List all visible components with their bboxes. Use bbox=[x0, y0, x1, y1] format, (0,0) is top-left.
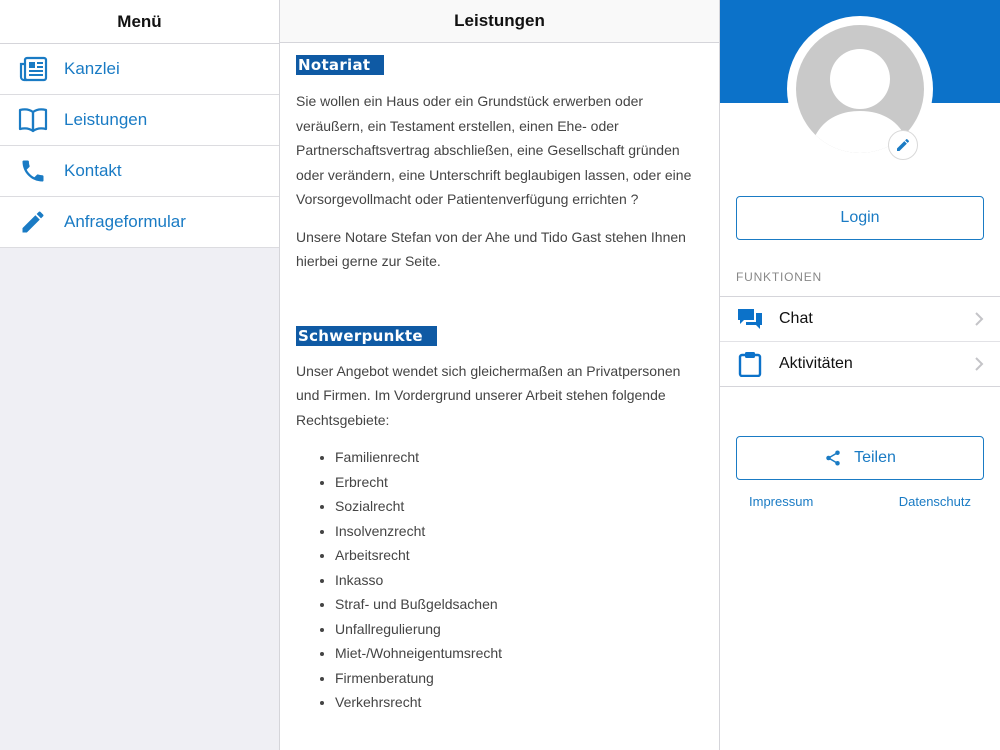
menu-item-kanzlei[interactable] bbox=[0, 44, 279, 95]
share-button-label: Teilen bbox=[854, 449, 896, 466]
phone-icon bbox=[17, 155, 49, 187]
content-body bbox=[280, 43, 719, 715]
list-item: • Inkasso bbox=[335, 568, 703, 593]
page-title: Leistungen bbox=[280, 0, 719, 43]
menu-item-kontakt[interactable] bbox=[0, 146, 279, 197]
clipboard-icon bbox=[736, 351, 764, 377]
notariat-paragraph-1: Sie wollen ein Haus oder ein Grundstück erwerben oder veräußern, ein Testament erstellen, einen Ehe- oder Partnerschaftsvertrag abschließen, eine Gesellschaft gründen oder verändern, eine Unterschrift beglaubigen lassen, oder eine Vorsorgevollmacht oder Patientenverfügung errichten ? bbox=[296, 93, 692, 207]
rechtsgebiete-list bbox=[296, 445, 703, 715]
menu-item-label: Kontakt bbox=[64, 161, 122, 180]
chat-icon bbox=[736, 307, 764, 331]
sidebar-menu bbox=[0, 0, 280, 750]
menu-item-anfrageformular[interactable] bbox=[0, 197, 279, 248]
login-button[interactable] bbox=[736, 196, 984, 240]
pencil-icon bbox=[17, 206, 49, 238]
impressum-link[interactable]: Impressum bbox=[749, 494, 814, 509]
list-item: • Miet-/Wohneigentumsrecht bbox=[335, 641, 703, 666]
list-item: • Erbrecht bbox=[335, 470, 703, 495]
menu-list bbox=[0, 44, 279, 248]
section-heading-notariat: Notariat bbox=[296, 55, 384, 75]
notariat-paragraph-2: Unsere Notare Stefan von der Ahe und Tido Gast stehen Ihnen hierbei gerne zur Seite. bbox=[296, 228, 686, 269]
pencil-icon bbox=[895, 137, 911, 153]
section-heading-schwerpunkte: Schwerpunkte bbox=[296, 326, 437, 346]
edit-avatar-button[interactable] bbox=[888, 130, 918, 160]
functions-section-label: FUNKTIONEN bbox=[736, 270, 822, 284]
function-item-label: Aktivitäten bbox=[779, 355, 853, 372]
list-item: • Straf- und Bußgeldsachen bbox=[335, 592, 703, 617]
function-item-chat[interactable] bbox=[720, 297, 1000, 341]
share-icon bbox=[824, 449, 842, 467]
datenschutz-link[interactable]: Datenschutz bbox=[898, 494, 971, 509]
list-item: • Familienrecht bbox=[335, 445, 703, 470]
schwerpunkte-paragraph: Unser Angebot wendet sich gleichermaßen an Privatpersonen und Firmen. Im Vordergrund unserer Arbeit stehen folgende Rechtsgebiete: bbox=[296, 362, 681, 428]
functions-list bbox=[720, 296, 1000, 387]
list-item: • Verkehrsrecht bbox=[335, 690, 703, 715]
menu-item-label: Kanzlei bbox=[64, 59, 120, 78]
book-icon bbox=[17, 104, 49, 136]
list-item: • Unfallregulierung bbox=[335, 617, 703, 642]
menu-title: Menü bbox=[0, 0, 279, 44]
menu-item-label: Anfrageformular bbox=[64, 212, 186, 231]
function-item-aktivitaeten[interactable] bbox=[720, 341, 1000, 386]
list-item: • Sozialrecht bbox=[335, 494, 703, 519]
list-item: • Arbeitsrecht bbox=[335, 543, 703, 568]
login-button-label: Login bbox=[840, 209, 880, 226]
function-item-label: Chat bbox=[779, 310, 813, 327]
profile-panel bbox=[720, 0, 1000, 750]
newspaper-icon bbox=[17, 53, 49, 85]
chevron-right-icon bbox=[974, 356, 984, 377]
share-button[interactable] bbox=[736, 436, 984, 480]
list-item: • Firmenberatung bbox=[335, 666, 703, 691]
menu-item-leistungen[interactable] bbox=[0, 95, 279, 146]
content-pane bbox=[280, 0, 720, 750]
menu-item-label: Leistungen bbox=[64, 110, 148, 129]
chevron-right-icon bbox=[974, 311, 984, 332]
list-item: • Insolvenzrecht bbox=[335, 519, 703, 544]
